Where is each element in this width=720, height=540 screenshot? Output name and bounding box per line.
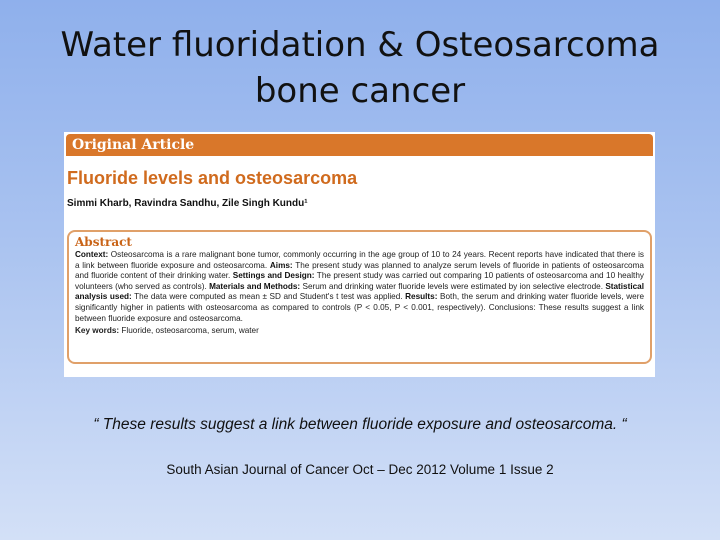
aims-label: Aims: xyxy=(269,260,293,270)
slide-title-line-2: bone cancer xyxy=(254,71,466,111)
context-label: Context: xyxy=(75,250,109,259)
stats-label: Statistical analysis used: xyxy=(75,281,644,302)
results-label: Results: xyxy=(405,292,438,302)
article-screenshot xyxy=(64,132,655,377)
settings-text: The present study was carried out comparing 10 patients of osteosarcoma and 10 healthy volunteers (who served as controls). xyxy=(75,271,644,291)
keywords-text: Fluoride, osteosarcoma, serum, water xyxy=(119,326,259,336)
results-text: Both, the serum and drinking water fluoride levels, were significantly higher in patients with osteosarcoma as compared to controls (P < 0.05, P < 0.001, respectively). Conclusions: These results suggest a link between fluoride exposure and osteosarcoma. xyxy=(75,292,644,323)
stats-text: The data were computed as mean ± SD and Student's t test was applied. xyxy=(131,292,406,302)
abstract-heading: Abstract xyxy=(75,235,132,249)
quote-text: “ These results suggest a link between fluoride exposure and osteosarcoma. “ xyxy=(93,416,627,433)
abstract-text xyxy=(75,250,644,324)
original-article-banner: Original Article xyxy=(66,134,653,156)
materials-label: Materials and Methods: xyxy=(209,281,301,291)
aims-text: The present study was planned to analyze serum levels of fluoride in patients of osteosarcoma and fluoride content of their drinking water. xyxy=(75,260,644,281)
abstract-box xyxy=(67,230,652,364)
keywords-label: Key words: xyxy=(75,326,120,336)
settings-label: Settings and Design: xyxy=(232,271,315,281)
keywords xyxy=(75,325,644,336)
citation-text: South Asian Journal of Cancer Oct – Dec 2012 Volume 1 Issue 2 xyxy=(166,462,554,477)
materials-text: Serum and drinking water fluoride levels were estimated by ion selective electrode. xyxy=(300,281,606,291)
article-authors: Simmi Kharb, Ravindra Sandhu, Zile Singh Kundu¹ xyxy=(67,198,308,209)
context-text: Osteosarcoma is a rare malignant bone tumor, commonly occurring in the age group of 10 to 24 years. Recent reports have indicated that there is a link between fluoride exposure and osteosarcoma. xyxy=(75,250,644,270)
article-title: Fluoride levels and osteosarcoma xyxy=(67,168,358,188)
slide-title-line-1: Water fluoridation & Osteosarcoma xyxy=(60,25,660,65)
slide-title xyxy=(0,22,720,114)
